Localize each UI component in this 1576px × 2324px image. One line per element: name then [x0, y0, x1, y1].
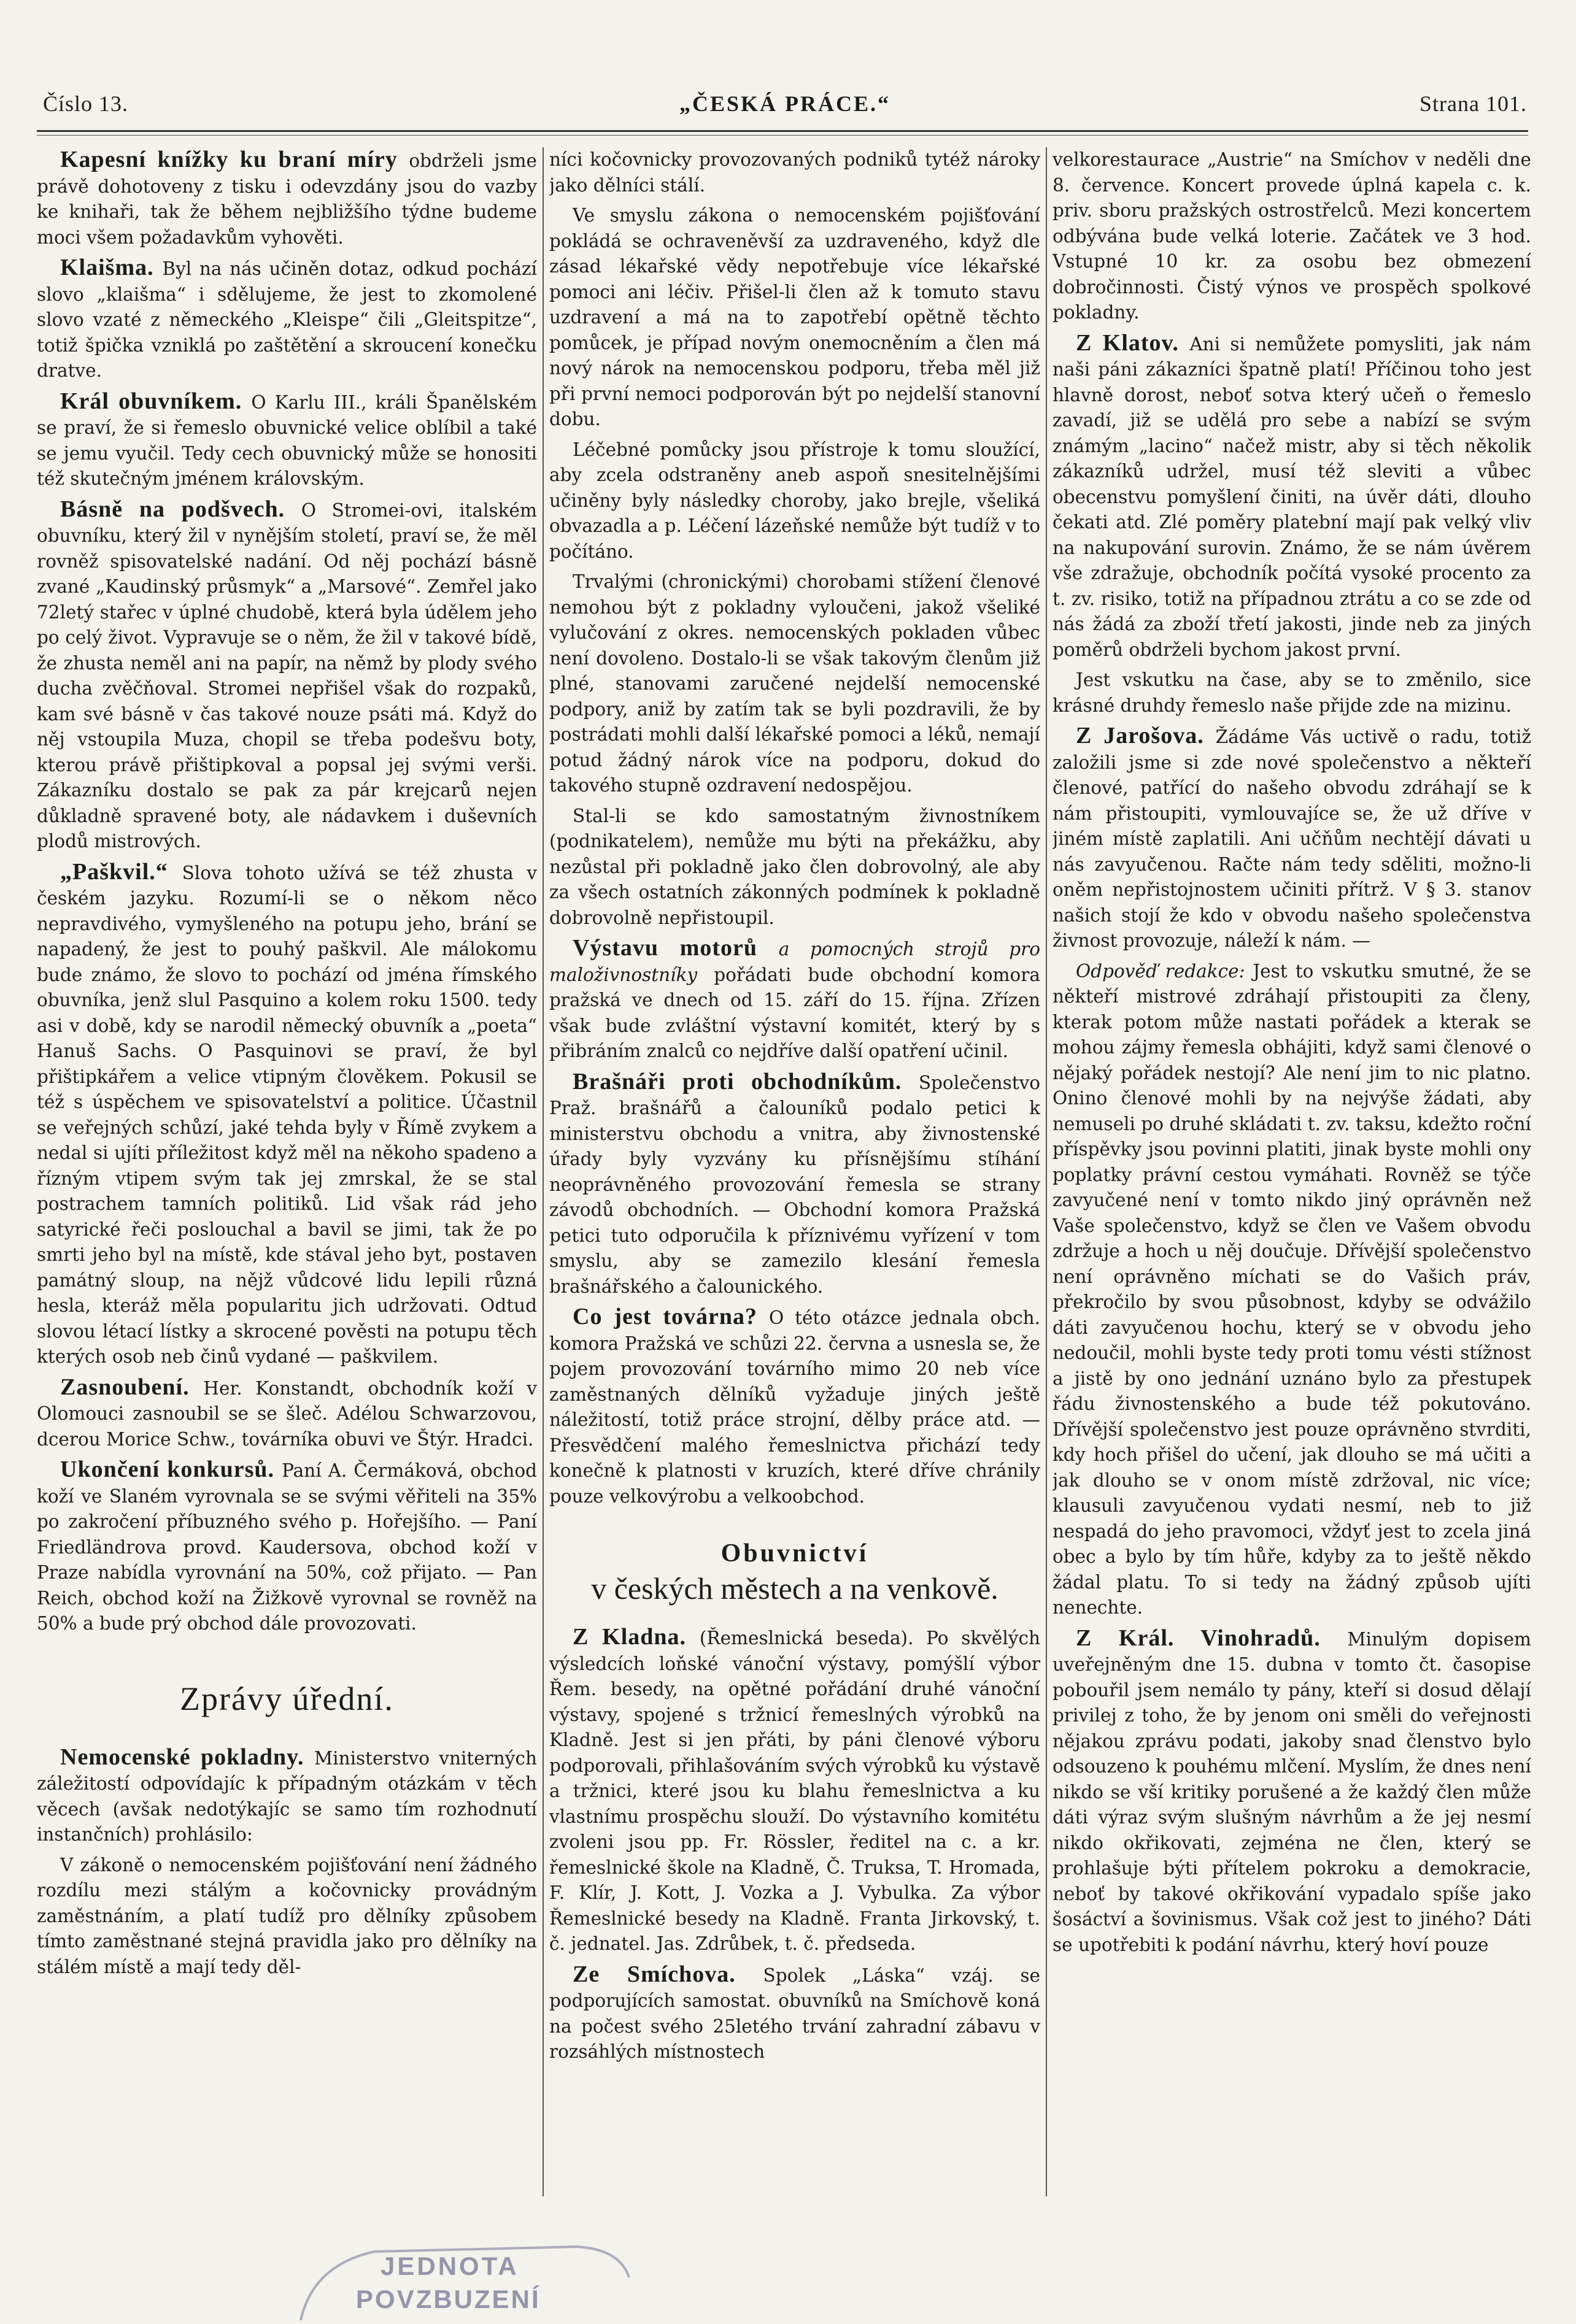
- article-text: Paní A. Čermáková, obchod koží ve Slaném vyrovnala se se svými věřiteli na 35% po zakročení příbuzného svého p. Hořejšího. — Paní Friedländrova provd. Kaudersova, obchod koží v Praze nabídla vyrovnání na 50%, což přijato. — Pan Reich, obchod koží na Žižkově vyrovnal se rovněž na 50% a bude prý obchod dále provozovati.: [37, 1460, 537, 1634]
- article-bankruptcy-end: [37, 1457, 537, 1637]
- article-heading-italic: a pomocných strojů pro maloživnostníky: [549, 939, 1040, 985]
- column-3: [1053, 147, 1531, 2221]
- article-paragraph: [549, 804, 1040, 931]
- article-kladno: [549, 1625, 1040, 1957]
- article-text: O Karlu III., králi Španělském se praví, že si řemeslo obuvnické velice oblíbil a také se jemu vyučil. Tedy cech obuvnický může se honositi též skutečným jménem královským.: [37, 391, 537, 489]
- article-text: (Řemeslnická beseda). Po skvělých výsledcích loňské vánoční výstavy, pomýšlí výbor Řem. besedy, na opětné pořádání druhé vánoční výstavy, spojené s tržnicí řemeslných výrobků na Kladně. Jest si jen přáti, by páni členové výboru podporovali, přihlašováním svých výrobků ku výstavě a tržnici, které jsou ku blahu řemeslnictva a ku vlastnímu prospěchu slouží. Do výstavního komitétu zvoleni jsou pp. Fr. Rössler, ředitel na c. a kr. řemeslnické škole na Kladně, Č. Truksa, T. Hromada, F. Klír, J. Kott, J. Vozka a J. Vybulka. Za výbor Řemeslnické besedy na Kladně. Franta Jirkovský, t. č. jednatel. Jas. Zdrůbek, t. č. předseda.: [549, 1628, 1040, 1954]
- article-text: Ministerstvo vniterných záležitostí odpovídajíc k případným otázkám v těch věcech (avšak nedotýkajíc se samo tím rozhodnutí instančních) prohlásilo:: [37, 1747, 537, 1845]
- article-klaisma: [37, 255, 537, 384]
- article-text: Byl na nás učiněn dotaz, odkud pochází slovo „klaišma“ i sdělujeme, že jest to zkomolené slovo vzaté z německého „Kleispe“ čili „Gleitspitze“, totiž špička vzniklá po zaštětění a skroucení konečku dratve.: [37, 258, 537, 381]
- article-text: Minulým dopisem uveřejněným dne 15. dubna v tomto čt. časopise pobouřil jsem nemálo ty pány, kteří si dosud dělají privilej z toho, že by jenom oni směli do veřejnosti nějakou zprávu podati, jakoby snad členstvo bylo odsouzeno k pouhému mlčení. Myslím, že dnes není nikdo se vší kritiky porušené a že každý člen může dáti výraz svým slušným návrhům a že jej nesmí nikdo okřikovati, zejména ne člen, který se prohlašuje býti přítelem pokroku a demokracie, neboť by takové okřikování vypadalo spíše jako šosáctví a šovinismus. Však což jest to jiného? Dáti se upotřebiti k podání návrhu, který hoví pouze: [1053, 1628, 1531, 1955]
- article-text: Léčebné pomůcky jsou přístroje k tomu sloužící, aby zcela odstraněny aneb aspoň snesitelnějšími učiněny byly následky choroby, jako brejle, všeliká obvazadla a p. Léčení lázeňské nemůže být tudíž v to počítáno.: [549, 439, 1040, 562]
- article-heading: Výstavu motorů: [573, 935, 779, 961]
- article-heading: Kapesní knížky ku braní míry: [60, 147, 409, 172]
- issue-number: Číslo 13.: [43, 91, 129, 116]
- article-paragraph: [549, 203, 1040, 433]
- article-paragraph: [549, 569, 1040, 799]
- article-heading: Klaišma.: [60, 255, 163, 280]
- article-text: velkorestaurace „Austrie“ na Smíchov v neděli dne 8. července. Koncert provede úplná kapela c. k. priv. sboru pražských ostrostřelců. Mezi koncertem odbývána bude velká loterie. Začátek ve 3 hod. Vstupné 10 kr. za osobu bez obmezení dobročinnosti. Čistý výnos ve prospěch spolkové pokladny.: [1053, 149, 1531, 323]
- article-paragraph: [1053, 668, 1531, 718]
- article-text: Žádáme Vás uctivě o radu, totiž založili jsme si zde nové společenstvo a někteří členové, patřící do našeho obvodu zdráhají se k nám přistoupiti, vymlouvajíce se, že už dříve v jiném místě zaplatili. Ani učňům nechtějí dávati u nás zavyučenou. Račte nám tedy sděliti, možno-li oněm nepřistojnostem učiniti přítrž. V § 3. stanov našich stojí že kdo v obvodu našeho společenstva živnost provozuje, náleží k nám. —: [1053, 726, 1531, 951]
- stamp-line-2: POVZBUZENÍ: [356, 2285, 541, 2314]
- article-heading: Básně na podšvech.: [60, 496, 301, 522]
- article-what-is-factory: [549, 1304, 1040, 1509]
- section-subtitle-towns: v českých městech a na venkově.: [591, 1571, 999, 1606]
- library-stamp: [288, 2241, 632, 2322]
- article-text: V zákoně o nemocenském pojišťování není žádného rozdílu mezi stálým a kočovnicky provádným zaměstnáním, a platí tudíž pro dělníky způsobem tímto zaměstnané stejná pravidla jako pro dělníky na stálém místě a mají tedy děl-: [37, 1854, 537, 1977]
- article-vinohrady: [1053, 1626, 1531, 1958]
- article-text: pořádati bude obchodní komora pražská ve dnech od 15. září do 15. října. Zřízen však bude zvláštní výstavní komitét, který by s přibráním znalců co nejdříve další opatření učinil.: [549, 964, 1040, 1061]
- article-text: Ani si nemůžete pomysliti, jak nám naši páni zákazníci špatně platí! Příčinou toho jest hlavně dorost, neboť sotva který učeň o řemeslo zavadí, již se udělá pro sebe a nabízí se svým známým „lacino“ načež mistr, aby si těch několik zákazníků udržel, musí též sleviti a vůbec obecenstvu pomyšlení činiti, na úvěr dáti, dlouho čekati atd. Zlé poměry platební mají pak velký vliv na nakupování surovin. Známo, že se nám úvěrem vše zdražuje, obchodník počítá vysoké procento za t. zv. risiko, totiž na případnou ztrátu a co se zde od nás žádá za zboží třetí jakosti, jinde neb za jiných poměrů obdrželi bychom jakost první.: [1053, 333, 1531, 660]
- article-heading: „Paškvil.“: [60, 858, 182, 885]
- article-heading: Z Klatov.: [1076, 329, 1190, 356]
- article-smichov-cont: [1053, 147, 1531, 326]
- article-jarosov: [1053, 723, 1531, 954]
- article-motor-exhibition: [549, 936, 1040, 1064]
- article-smichov: [549, 1962, 1040, 2065]
- article-text: Stal-li se kdo samostatným živnostníkem (podnikatelem), nemůže mu býti na překážku, aby nezůstal při pokladně jako člen dobrovolný, ale aby za všech ostatních zákonných podmínek k pokladně dobrovolně nepřistoupil.: [549, 805, 1040, 928]
- article-heading: Ze Smíchova.: [573, 1961, 763, 1987]
- answer-label: Odpověď redakce:: [1076, 960, 1253, 982]
- section-title-official: Zprávy úřední.: [180, 1680, 394, 1717]
- article-paskvil: [37, 860, 537, 1370]
- column-divider: [543, 147, 544, 2196]
- article-pocket-books: [37, 147, 537, 250]
- article-bagmakers: [549, 1069, 1040, 1300]
- article-text: Spolek „Láska“ vzáj. se podporujících samostat. obuvníků na Smíchově koná na počest svého 25letého trvání zahradní zábavu v rozsáhlých místnostech: [549, 1964, 1040, 2062]
- article-poems-on-soles: [37, 497, 537, 855]
- article-text: Jest to vskutku smutné, že se někteří mistrové zdráhají přistoupiti za členy, kterak potom může nastati pořádek a kterak se mohou zájmy řemesla obhájiti, když sami členové o nějaký pořádek nestojí? Ale není jim to nic platno. Onino členové mohli by na nejvýše žádati, aby nemuseli po druhé skládati t. zv. taksu, kdežto roční příspěvky jsou povinni platiti, jinak byste mohli ony poplatky právní cestou vymáhati. Rovněž se týče zavyučené není v tomto nikdo jiný oprávněn než Vaše společenstvo, když se člen ve Vašem obvodu zdržuje a hoch u něj doučuje. Dřívější společenstvo není oprávněno míchati se do Vašich práv, překročilo by svou působnost, kdyby se odvážilo dáti zavyučenou hochu, který se v obvodu jeho nedoučil, mohli byste tedy proti tomu vésti stížnost a jistě by ono jednání uznáno bylo za přestupek řádu živnostenského a bude též pokutováno. Dřívější společenstvo jest pouze oprávněno stvrditi, kdy hoch přišel do učení, jak dlouho se má učiti a jak dlouho se v onom místě zdržoval, nic více; klausuli zavyučenou vydati nesmí, neb to již nespadá do jeho pravomoci, vždyť jest to zcela jiná obec a bylo by tím hůře, kdyby za to ještě někdo žádal platu. To si tedy na žádný způsob ujíti nenechte.: [1053, 960, 1531, 1618]
- article-sick-funds-cont: [37, 1853, 537, 1980]
- article-text: Jest vskutku na čase, aby se to změnilo, sice krásné druhdy řemeslo naše přijde zde na mizinu.: [1053, 669, 1531, 716]
- article-heading: Ukončení konkursů.: [60, 1456, 282, 1482]
- article-klatovy: [1053, 331, 1531, 663]
- article-heading: Z Král. Vinohradů.: [1076, 1625, 1348, 1651]
- column-1: [37, 147, 537, 2221]
- article-engagement: [37, 1375, 537, 1453]
- article-text: níci kočovnicky provozovaných podniků tytéž nároky jako dělníci stálí.: [549, 149, 1040, 196]
- editorial-answer: [1053, 959, 1531, 1621]
- article-heading: Zasnoubení.: [60, 1374, 204, 1400]
- stamp-graphic: [288, 2241, 632, 2322]
- article-heading: Nemocenské pokladny.: [60, 1744, 314, 1770]
- stamp-line-1: JEDNOTA: [380, 2252, 519, 2280]
- header-rule-thin: [37, 135, 1528, 136]
- header-rule: [37, 130, 1528, 132]
- article-sick-funds-cont: [549, 147, 1040, 198]
- article-text: Her. Konstandt, obchodník koží v Olomouci zasnoubil se se šleč. Adélou Schwarzovou, dcerou Morice Schw., továrníka obuvi ve Štýr. Hradci.: [37, 1377, 537, 1450]
- article-text: Společenstvo Praž. brašnářů a čalouníků podalo petici k ministerstvu obchodu a vnitra, aby živnostenské úřady byly vyzvány ku přísnějšímu stíhání neoprávněného provozování řemesla se strany závodů obchodních. — Obchodní komora Pražská petici tuto odporučila k příznivému vyřízení v tom smyslu, aby se zamezilo klesání řemesla brašnářského a čalounického.: [549, 1072, 1040, 1297]
- column-divider: [1046, 147, 1047, 2196]
- article-heading: Z Jarošova.: [1076, 723, 1216, 748]
- article-heading: Co jest továrna?: [573, 1304, 770, 1329]
- article-text: Slova tohoto užívá se též zhusta v českém jazyku. Rozumí-li se o někom něco nepravdivého, vymyšleného na potupu jeho, brání se napadený, že jest to pouhý paškvil. Ale málokomu bude známo, že slovo to pochází od jména římského obuvníka, jenž slul Pasquino a kolem roku 1500. tedy asi v době, kdy se narodil německý obuvník a „poeta“ Hanuš Sachs. O Pasquinovi se praví, že byl přištipkářem a velice vtipným člověkem. Pokusil se též s úspěchem ve spisovatelství a politice. Účastnil se veřejných schůzí, jaké tehda byly v Římě zvykem a nedal si ujíti příležitost když měl na někoho spadeno a řízným vtipem svým tak jej zmrskal, že se stal postrachem tamních politiků. Lid však rád jeho satyrické řeči poslouchal a bavil se jimi, tak že po smrti jeho byl na místě, kde stával jeho byt, postaven památný sloup, na nějž vůdcové lidu lepili různá hesla, kteráž měla popularitu jich udržovati. Odtud slovou létací lístky a skrocené pověsti na potupu těch kterých osob neb činů vydané — paškvilem.: [37, 862, 537, 1367]
- article-text: Trvalými (chronickými) chorobami stížení členové nemohou být z pokladny vyloučeni, jakož všeliké vylučování z okres. nemocenských pokladen vůbec není dovoleno. Dostalo-li se však takovým členům již plné, stanovami zaručené nejdelší nemocenské podpory, aniž by zatím tak se byli pozdravili, že by postrádati mohli další lékařské pomoci a léků, nemají potud žádný nárok více na podporu, dokud do takového stupně ozdravení nedospějou.: [549, 571, 1040, 796]
- masthead: [43, 91, 1527, 129]
- article-text: Ve smyslu zákona o nemocenském pojišťování pokládá se ochraveněvší za uzdraveného, když dle zásad lékařské vědy nepotřebuje více lékařské pomoci ani léčiv. Přišel-li člen až k tomuto stavu uzdravení a má na to zapotřebí opětně těchto pomůcek, je případ novým onemocněním a člen má nový nárok na nemocenskou podporu, třeba měl již při první nemoci podporován být po nejdelší stanovní dobu.: [549, 205, 1040, 429]
- article-text: O Stromei-ovi, italském obuvníku, který žil v nynějším století, praví se, že měl rovněž spisovatelské nadání. Od něj pochází básně zvané „Kaudinský průsmyk“ a „Marsové“. Zemřel jako 72letý stařec v úplné chudobě, která byla údělem jeho po celý život. Vypravuje se o něm, že žil v takové bídě, že zhusta neměl ani na papír, na němž by plody svého ducha zvěčňoval. Stromei nepřišel však do rozpaků, kam své básně v čas takové nouze psáti má. Když do něj vstoupila Muza, chopil se třeba podešvu boty, kterou právě přištipkoval a popsal jej svými verši. Zákazníku dostalo se pak za pár krejcarů nejen důkladně spravené boty, ale nádavkem i duševních plodů mistrových.: [37, 499, 537, 852]
- article-heading: Král obuvníkem.: [60, 388, 252, 414]
- page-number: Strana 101.: [1420, 91, 1527, 116]
- article-king-shoemaker: [37, 389, 537, 492]
- column-2: [549, 147, 1040, 2221]
- article-text: O této otázce jednala obch. komora Pražská ve schůzi 22. června a usnesla se, že pojem provozování továrního mimo 20 neb více zaměstnaných dělníků vyžaduje jiných ještě náležitostí, totiž práce strojní, dělby práce atd. — Přesvědčení malého řemeslnictva přichází tedy konečně k platnosti v kruzích, které dříve chránily pouze velkovýrobu a velkoobchod.: [549, 1307, 1040, 1507]
- article-sick-funds: [37, 1745, 537, 1848]
- section-title-shoemaking: Obuvnictví: [720, 1539, 869, 1568]
- newspaper-title: „ČESKÁ PRÁCE.“: [679, 91, 891, 116]
- article-heading: Brašnáři proti obchodníkům.: [573, 1068, 919, 1095]
- article-text: obdrželi jsme právě dohotoveny z tisku i odevzdány jsou do vazby ke knihaři, tak že během nejbližšího týdne budeme moci všem požadavkům vyhověti.: [37, 150, 537, 248]
- article-heading: Z Kladna.: [573, 1624, 700, 1650]
- article-paragraph: [549, 437, 1040, 565]
